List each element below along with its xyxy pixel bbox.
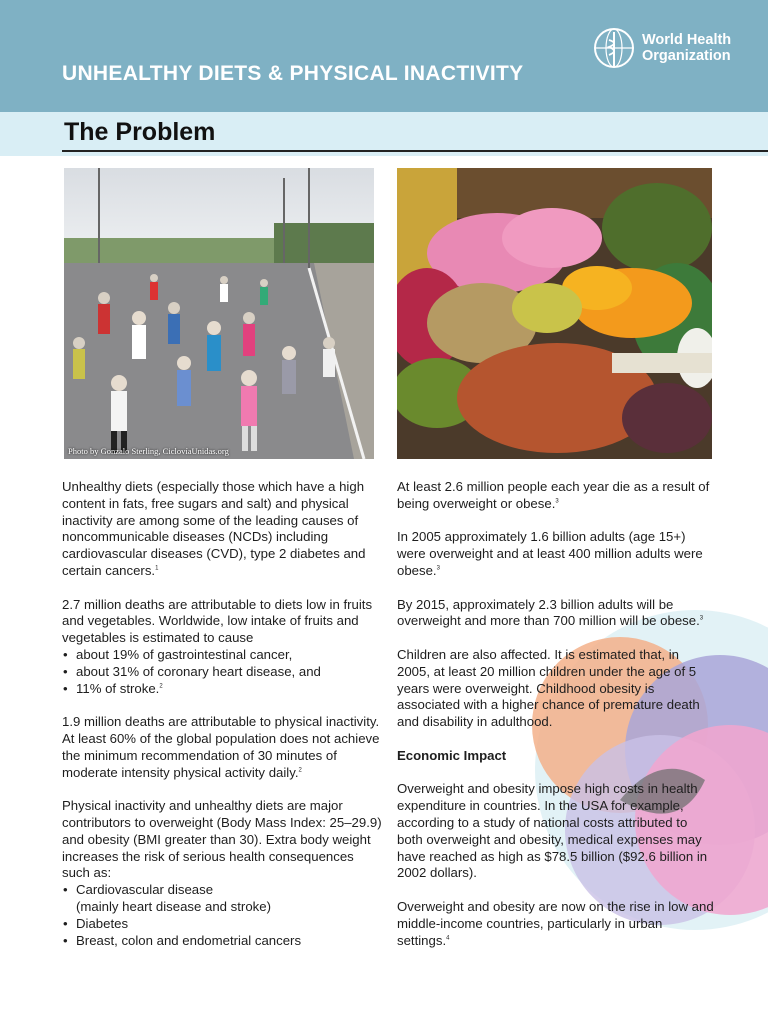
left-paragraph-4: Physical inactivity and unhealthy diets are major contributors to overweight (Body Mass Index: 25–29.9) and obesity (BMI greater than 30). Extra body weight increases the risk of serious health consequences such as: <box>62 798 382 881</box>
left-paragraph-2: 2.7 million deaths are attributable to diets low in fruits and vegetables. Worldwide, low intake of fruits and vegetables is estimated to cause <box>62 596 373 646</box>
fruit-veg-impact-list <box>62 647 382 697</box>
economic-impact-heading: Economic Impact <box>397 747 507 763</box>
list-item: • Diabetes <box>62 916 382 933</box>
who-logo[interactable] <box>592 26 731 70</box>
list-item: • 11% of stroke.$^2$ <box>62 681 382 698</box>
left-paragraph-1: Unhealthy diets (especially those which have a high content in fats, free sugars and salt) and physical inactivity are among some of the leading causes of noncommunicable diseases (NCDs) including cardiovascular diseases (CVD), type 2 diabetes and certain cancers.$^1$ <box>62 479 366 578</box>
left-paragraph-3: 1.9 million deaths are attributable to physical inactivity. At least 60% of the global population does not achieve the minimum recommendation of 30 minutes of moderate intensity physical activity daily.$^2$ <box>62 714 380 780</box>
org-name-line1: World Health <box>642 32 732 48</box>
right-text-column <box>397 479 715 966</box>
section-title: The Problem <box>64 118 216 146</box>
right-paragraph-2: In 2005 approximately 1.6 billion adults (age 15+) were overweight and at least 400 million adults were obese.$^3$ <box>397 529 703 578</box>
who-emblem-icon <box>592 26 636 70</box>
list-item: • about 19% of gastrointestinal cancer, <box>62 647 382 664</box>
header-band <box>0 0 768 112</box>
document-title: UNHEALTHY DIETS & PHYSICAL INACTIVITY <box>62 62 524 85</box>
health-consequences-list <box>62 882 382 949</box>
list-item: • Cardiovascular disease (mainly heart disease and stroke) <box>62 882 382 916</box>
right-paragraph-5: Overweight and obesity impose high costs in health expenditure in countries. In the USA for example, according to a study of national costs attributed to both overweight and obesity, medical expenses may have reached as high as $78.5 billion ($92.6 billion in 2002 dollars). <box>397 781 708 881</box>
org-name <box>642 32 731 64</box>
list-item: • Breast, colon and endometrial cancers <box>62 933 382 950</box>
list-item: • about 31% of coronary heart disease, and <box>62 664 382 681</box>
right-paragraph-3: By 2015, approximately 2.3 billion adults will be overweight and more than 700 million will be obese.$^3$ <box>397 596 704 629</box>
right-paragraph-6: Overweight and obesity are now on the rise in low and middle-income countries, particularly in urban settings.$^4$ <box>397 898 714 948</box>
photo-street-exercise <box>64 168 374 459</box>
org-name-line2: Organization <box>642 48 731 64</box>
right-paragraph-1: At least 2.6 million people each year die as a result of being overweight or obese.$^3$ <box>397 479 710 511</box>
left-text-column <box>62 479 382 966</box>
right-paragraph-4: Children are also affected. It is estimated that, in 2005, at least 20 million children under the age of 5 years were overweight. Childhood obesity is associated with a higher chance of premature death and disability in adulthood. <box>397 646 700 730</box>
photo-credit: Photo by Gonzalo Sterling, CiclovíaUnidas.org <box>68 446 229 456</box>
photo-fruit-market <box>397 168 712 459</box>
title-divider <box>62 150 768 152</box>
